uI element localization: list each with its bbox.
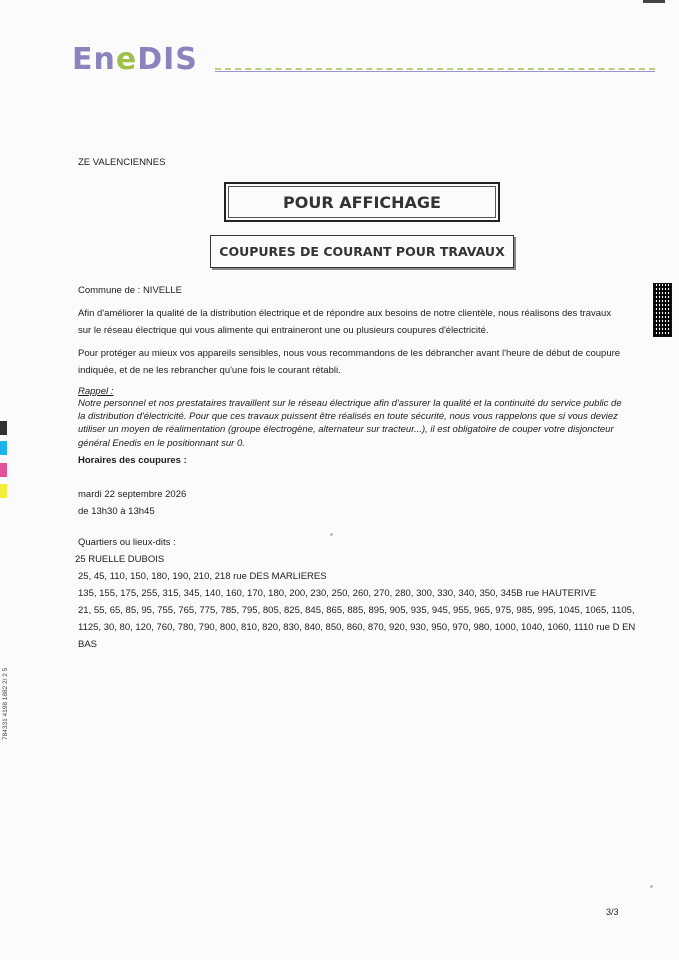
area-line: 21, 55, 65, 85, 95, 755, 765, 775, 785, 795, 805, 825, 845, 865, 885, 895, 905, 935, 945, 955, 965, 975, 985, 995, 1045, 1065, 1105, 1125, 30, 80, 120, 760, 780, 790, 800, 810, 820, 830, 840, 850, 860, 870, 920, 930, 950, 970, 980, 1000, 1040, 1060, 1110 rue D EN BAS (78, 605, 636, 650)
schedule-date: mardi 22 septembre 2026 (78, 489, 187, 500)
header-rule-green (215, 68, 655, 70)
datamatrix-code (653, 283, 672, 337)
header-rule-purple (215, 71, 655, 72)
side-reference-code: 784331 4198 1882 2/ 2 5 (2, 668, 9, 741)
intro-paragraph: Afin d'améliorer la qualité de la distribution électrique et de répondre aux besoins de notre clientèle, nous réalisons des travaux sur le réseau électrique qui vous alimente qui entraineront une ou plusieurs coupures d'électricité. (78, 308, 612, 336)
print-swatch-magenta (0, 463, 7, 477)
zone-label: ZE VALENCIENNES (78, 157, 166, 168)
page-number: 3/3 (606, 907, 619, 917)
print-swatch-black (0, 421, 7, 435)
rappel-heading: Rappel : (78, 386, 114, 397)
subtitle-box: COUPURES DE COURANT POUR TRAVAUX (210, 235, 514, 268)
commune-line: Commune de : NIVELLE (78, 285, 183, 296)
title-box: POUR AFFICHAGE (224, 182, 500, 222)
print-swatch-cyan (0, 441, 7, 455)
schedule-block (78, 486, 186, 520)
area-line: 25 RUELLE DUBOIS (75, 554, 165, 565)
advice-paragraph: Pour protéger au mieux vos appareils sensibles, nous vous recommandons de les débrancher avant l'heure de début de coupure indiquée, et de ne les rebrancher qu'une fois le courant rétabli. (78, 348, 621, 376)
schedule-time: de 13h30 à 13h45 (78, 506, 155, 517)
print-swatch-yellow (0, 484, 7, 498)
enedis-logo: EneDIS (72, 42, 198, 77)
areas-heading: Quartiers ou lieux-dits : (78, 537, 176, 548)
scan-speck (650, 885, 653, 888)
scan-speck (330, 533, 333, 536)
area-line: 25, 45, 110, 150, 180, 190, 210, 218 rue DES MARLIERES (78, 571, 327, 582)
corner-scan-mark (643, 0, 665, 3)
areas-block (75, 534, 638, 653)
area-line: 135, 155, 175, 255, 315, 345, 140, 160, 170, 180, 200, 230, 250, 260, 270, 280, 300, 330, 340, 350, 345B rue HAUTERIVE (78, 588, 597, 599)
rappel-paragraph: Notre personnel et nos prestataires travaillent sur le réseau électrique afin d'assurer la qualité et la continuité du service public de la distribution d'électricité. Pour que ces travaux puissent être réalisés en toute sécurité, nous vous rappelons que si vous deviez utiliser un moyen de réalimentation (groupe électrogène, alternateur sur tracteur...), il est obligatoire de couper votre disjoncteur général Enedis en le positionnant sur 0. (78, 398, 622, 449)
schedule-heading: Horaires des coupures : (78, 455, 187, 466)
